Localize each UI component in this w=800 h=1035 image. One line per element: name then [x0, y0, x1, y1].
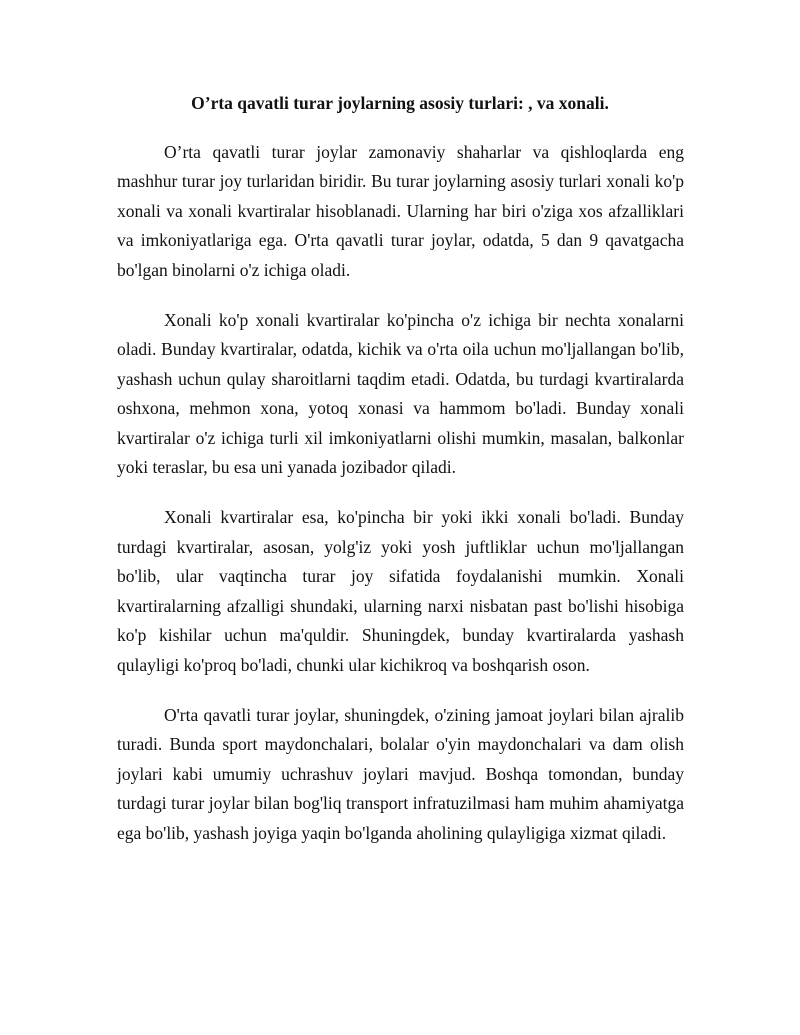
paragraph-1: O’rta qavatli turar joylar zamonaviy shaharlar va qishloqlarda eng mashhur turar joy turlaridan biridir. Bu turar joylarning asosiy turlari xonali ko'p xonali va xonali kvartiralar hisoblanadi. Ularning har biri o'ziga xos afzalliklari va imkoniyatlariga ega. O'rta qavatli turar joylar, odatda, 5 dan 9 qavatgacha bo'lgan binolarni o'z ichiga oladi. [117, 142, 684, 280]
document-title: O’rta qavatli turar joylarning asosiy turlari: , va xonali. [191, 93, 609, 113]
paragraph-2: Xonali ko'p xonali kvartiralar ko'pincha o'z ichiga bir nechta xonalarni oladi. Bunday kvartiralar, odatda, kichik va o'rta oila uchun mo'ljallangan bo'lib, yashash uchun qulay sharoitlarni taqdim etadi. Odatda, bu turdagi kvartiralarda oshxona, mehmon xona, yotoq xonasi va hammom bo'ladi. Bunday xonali kvartiralar o'z ichiga turli xil imkoniyatlarni olishi mumkin, masalan, balkonlar yoki teraslar, bu esa uni yanada jozibador qiladi. [117, 310, 684, 478]
document-body [117, 138, 684, 869]
paragraph-4: O'rta qavatli turar joylar, shuningdek, o'zining jamoat joylari bilan ajralib turadi. Bunda sport maydonchalari, bolalar o'yin maydonchalari va dam olish joylari kabi umumiy uchrashuv joylari mavjud. Boshqa tomondan, bunday turdagi turar joylar bilan bog'liq transport infratuzilmasi ham muhim ahamiyatga ega bo'lib, yashash joyiga yaqin bo'lganda aholining qulayligiga xizmat qiladi. [117, 704, 684, 843]
paragraph-3: Xonali kvartiralar esa, ko'pincha bir yoki ikki xonali bo'ladi. Bunday turdagi kvartiralar, asosan, yolg'iz yoki yosh juftliklar uchun mo'ljallangan bo'lib, ular vaqtincha turar joy sifatida foydalanishi mumkin. Xonali kvartiralarning afzalligi shundaki, ularning narxi nisbatan past bo'lishi hisobiga ko'p kishilar uchun ma'quldir. Shuningdek, bunday kvartiralarda yashash qulayligi ko'proq bo'ladi, chunki ular kichikroq va boshqarish oson. [117, 507, 684, 675]
